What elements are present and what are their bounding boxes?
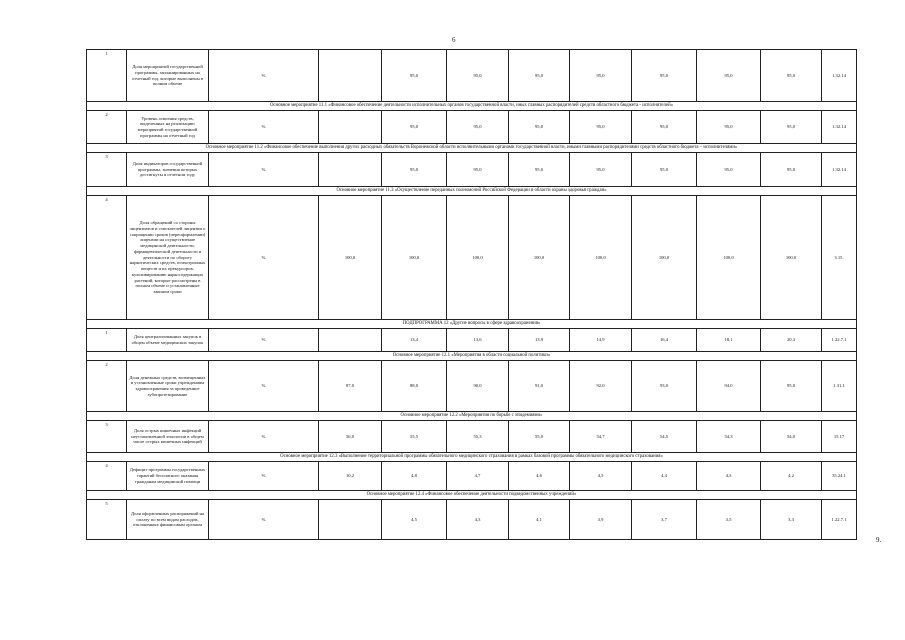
value-cell: 100,0 xyxy=(447,196,509,320)
value-cell: 95,0 xyxy=(447,111,509,144)
value-cell: 95,0 xyxy=(697,50,761,102)
value-cell: 95,0 xyxy=(447,153,509,187)
value-cell: 3,5 xyxy=(697,500,761,540)
section-title: Основное мероприятие 11.2 «Финансовое обеспечение выполнения других расходных обязательств Воронежской области исполнительными органами государственной власти, иными главными распорядителями средств областного бюджета – исполнителями» xyxy=(87,144,857,153)
indicator-table xyxy=(86,49,857,540)
section-title: Основное мероприятие 12.3 «Выполнение территориальной программы обязательного медицинского страхования в рамках базовой программы обязательного медицинского страхования» xyxy=(87,453,857,462)
value-cell: 95,0 xyxy=(382,111,447,144)
reference-cell: 1.32.14 xyxy=(822,111,857,144)
value-cell: 54,7 xyxy=(570,421,632,453)
section-row xyxy=(87,144,857,153)
reference-cell: 1.31.1 xyxy=(822,361,857,412)
value-cell: 95,0 xyxy=(761,111,822,144)
value-cell xyxy=(319,500,382,540)
row-number: 3 xyxy=(87,421,127,453)
value-cell xyxy=(319,329,382,352)
value-cell: 91,0 xyxy=(509,361,570,412)
value-cell: 95,0 xyxy=(509,153,570,187)
reference-cell: 1.32.14 xyxy=(822,153,857,187)
indicator-row xyxy=(87,50,857,102)
value-cell: 16,4 xyxy=(632,329,697,352)
value-cell: 55,0 xyxy=(509,421,570,453)
value-cell: 95,0 xyxy=(632,153,697,187)
indicator-name: Доля индикаторов государственной программы, значения которых достигнуты в отчетном году xyxy=(127,153,209,187)
reference-cell: 1.22.7.1 xyxy=(822,329,857,352)
value-cell: 95,0 xyxy=(632,111,697,144)
unit-cell: % xyxy=(209,111,319,144)
indicator-name: Уровень освоения средств, выделенных на реализацию мероприятий государственной программы на отчетный год xyxy=(127,111,209,144)
section-row xyxy=(87,491,857,500)
value-cell xyxy=(319,111,382,144)
section-title: Основное мероприятие 11.1 «Финансовое обеспечение деятельности исполнительных органов государственной власти, иных главных распорядителей средств областного бюджета - исполнителей» xyxy=(87,102,857,111)
value-cell: 100,0 xyxy=(509,196,570,320)
value-cell: 55,3 xyxy=(447,421,509,453)
value-cell: 54,5 xyxy=(632,421,697,453)
indicator-row xyxy=(87,153,857,187)
row-number: 1 xyxy=(87,329,127,352)
value-cell: 4,4 xyxy=(632,462,697,491)
section-title: Основное мероприятие 12.1 «Мероприятия в области социальной политики» xyxy=(87,352,857,361)
value-cell: 4,1 xyxy=(509,500,570,540)
reference-cell: 3.15. xyxy=(822,196,857,320)
value-cell: 95,0 xyxy=(382,153,447,187)
row-number: 4 xyxy=(87,462,127,491)
indicator-name: Доля мероприятий государственной программы, запланированных на отчетный год, которые выполнены в полном объеме xyxy=(127,50,209,102)
indicator-name: Доля обращений со стороны лицензиатов и соискателей лицензии о сокращении сроков (переоформлении) лицензии на осуществление медицинской деятельности, фармацевтической деятельности и деятельности по обороту наркотических средств, психотропных веществ и их прекурсоров, культивированию наркосодержащих растений, которые рассмотрены в полном объеме и установленные законом сроки xyxy=(127,196,209,320)
unit-cell: % xyxy=(209,50,319,102)
section-title: Основное мероприятие 12.2 «Мероприятия по борьбе с эпидемиями» xyxy=(87,412,857,421)
section-row xyxy=(87,102,857,111)
value-cell: 95,0 xyxy=(570,111,632,144)
value-cell: 93,0 xyxy=(632,361,697,412)
indicator-row xyxy=(87,421,857,453)
unit-cell: % xyxy=(209,421,319,453)
row-number: 5 xyxy=(87,500,127,540)
page-number: 6 xyxy=(452,36,456,44)
indicator-row xyxy=(87,111,857,144)
value-cell: 13,4 xyxy=(382,329,447,352)
reference-cell: 35.24.1 xyxy=(822,462,857,491)
value-cell: 13,6 xyxy=(447,329,509,352)
reference-cell: 15.17 xyxy=(822,421,857,453)
unit-cell: % xyxy=(209,462,319,491)
value-cell: 4,3 xyxy=(447,500,509,540)
section-row xyxy=(87,412,857,421)
value-cell: 95,0 xyxy=(509,50,570,102)
indicator-row xyxy=(87,196,857,320)
value-cell: 18,1 xyxy=(697,329,761,352)
value-cell: 95,0 xyxy=(632,50,697,102)
value-cell: 4,5 xyxy=(570,462,632,491)
value-cell: 10,2 xyxy=(319,462,382,491)
value-cell: 95,0 xyxy=(570,50,632,102)
section-row xyxy=(87,187,857,196)
value-cell: 20,3 xyxy=(761,329,822,352)
indicator-row xyxy=(87,329,857,352)
value-cell: 4,3 xyxy=(697,462,761,491)
indicator-name: Дефицит программы государственных гарантий бесплатного оказания гражданам медицинской помощи xyxy=(127,462,209,491)
unit-cell: % xyxy=(209,153,319,187)
value-cell: 4,6 xyxy=(509,462,570,491)
value-cell: 100,0 xyxy=(570,196,632,320)
value-cell: 4,7 xyxy=(447,462,509,491)
indicator-name: Доля острых кишечных инфекций неустановленной этиологии в общем числе острых кишечных инфекций xyxy=(127,421,209,453)
value-cell: 88,0 xyxy=(382,361,447,412)
unit-cell: % xyxy=(209,361,319,412)
section-title: Основное мероприятие 11.3 «Осуществление переданных полномочий Российской Федерации в области охраны здоровья граждан» xyxy=(87,187,857,196)
value-cell xyxy=(319,50,382,102)
indicator-name: Доля оформленных распоряжений на оплату по всем видам расходов, отклоненных финансовым органом xyxy=(127,500,209,540)
value-cell: 3,9 xyxy=(570,500,632,540)
indicator-name: Доля денежных средств, возмещенных в установленные сроки учреждениям здравоохранения за проведенное зубопротезирование xyxy=(127,361,209,412)
footer-mark: 9. xyxy=(876,536,882,544)
section-row xyxy=(87,320,857,329)
value-cell: 92,0 xyxy=(570,361,632,412)
reference-cell: 1.22.7.1 xyxy=(822,500,857,540)
value-cell: 55,5 xyxy=(382,421,447,453)
value-cell: 4,8 xyxy=(382,462,447,491)
value-cell: 100,0 xyxy=(632,196,697,320)
unit-cell: % xyxy=(209,500,319,540)
section-title: Основное мероприятие 12.4 «Финансовое обеспечение деятельности подведомственных учреждений» xyxy=(87,491,857,500)
value-cell: 54,3 xyxy=(697,421,761,453)
value-cell: 54,0 xyxy=(761,421,822,453)
value-cell: 90,0 xyxy=(447,361,509,412)
value-cell: 100,0 xyxy=(319,196,382,320)
value-cell: 56,0 xyxy=(319,421,382,453)
value-cell: 4,5 xyxy=(382,500,447,540)
reference-cell: 1.32.14 xyxy=(822,50,857,102)
value-cell: 95,0 xyxy=(509,111,570,144)
value-cell: 3,3 xyxy=(761,500,822,540)
indicator-row xyxy=(87,361,857,412)
value-cell: 100,0 xyxy=(382,196,447,320)
value-cell: 4,2 xyxy=(761,462,822,491)
section-row xyxy=(87,453,857,462)
value-cell: 95,0 xyxy=(761,153,822,187)
value-cell xyxy=(319,153,382,187)
section-title: ПОДПРОГРАММА 12 «Другие вопросы в сфере здравоохранения» xyxy=(87,320,857,329)
value-cell: 3,7 xyxy=(632,500,697,540)
row-number: 4 xyxy=(87,196,127,320)
value-cell: 100,0 xyxy=(697,196,761,320)
value-cell: 94,0 xyxy=(697,361,761,412)
indicator-row xyxy=(87,500,857,540)
value-cell: 100,0 xyxy=(761,196,822,320)
value-cell: 95,0 xyxy=(697,111,761,144)
unit-cell: % xyxy=(209,196,319,320)
value-cell: 95,0 xyxy=(697,153,761,187)
indicator-row xyxy=(87,462,857,491)
row-number: 2 xyxy=(87,111,127,144)
indicator-name: Доля централизованных закупок в общем объеме медицинских закупок xyxy=(127,329,209,352)
row-number: 2 xyxy=(87,361,127,412)
section-row xyxy=(87,352,857,361)
value-cell: 14,9 xyxy=(570,329,632,352)
value-cell: 87,0 xyxy=(319,361,382,412)
value-cell: 95,0 xyxy=(447,50,509,102)
value-cell: 95,0 xyxy=(761,50,822,102)
value-cell: 95,0 xyxy=(761,361,822,412)
value-cell: 95,0 xyxy=(382,50,447,102)
value-cell: 13,9 xyxy=(509,329,570,352)
row-number: 3 xyxy=(87,153,127,187)
unit-cell: % xyxy=(209,329,319,352)
value-cell: 95,0 xyxy=(570,153,632,187)
row-number: 1 xyxy=(87,50,127,102)
